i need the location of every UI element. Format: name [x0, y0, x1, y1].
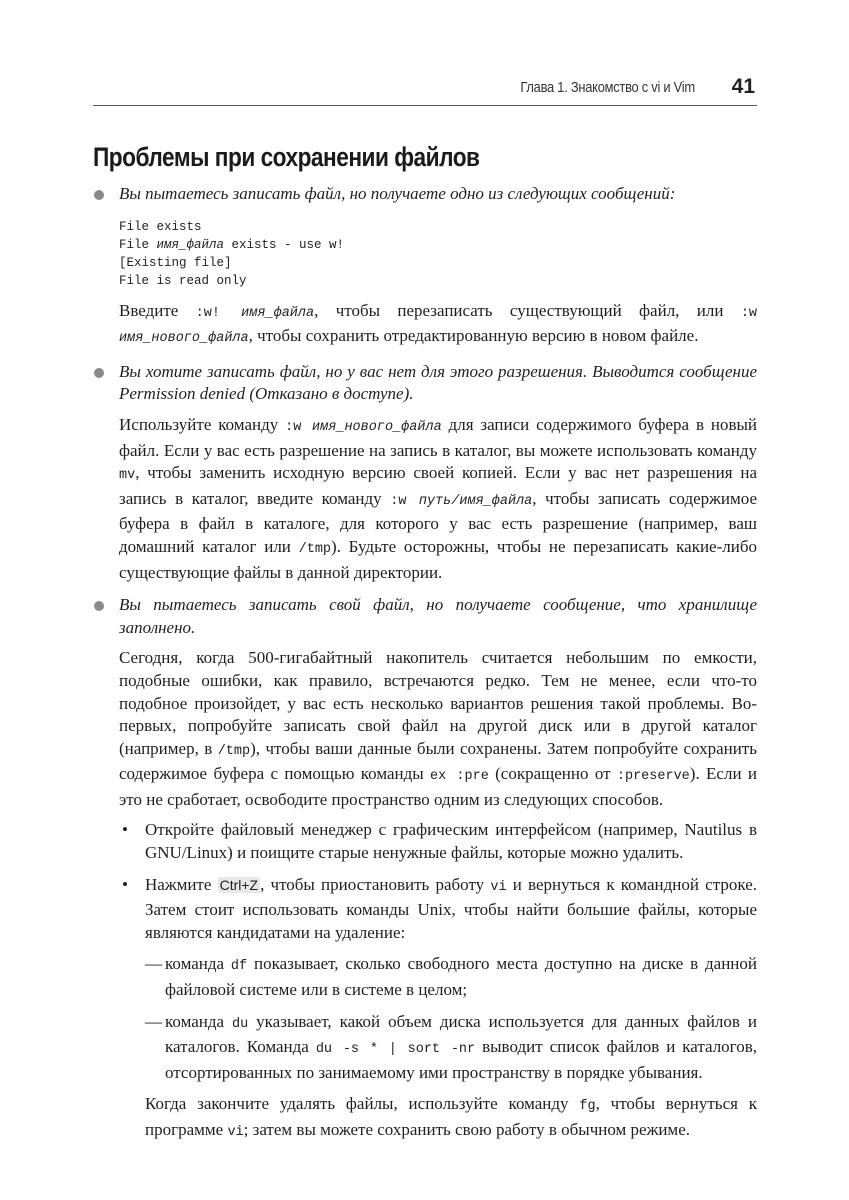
page-number: 41 [731, 75, 755, 98]
problem-item [93, 361, 757, 584]
solution-text: Введите :w! имя_файла, чтобы перезаписать существующий файл, или :w имя_нового_файла, чтобы сохранить отредактированную версию в новом файле. [119, 300, 758, 347]
running-header [93, 76, 757, 104]
solution-text: Сегодня, когда 500-гигабайтный накопитель считается небольшим по емкости, подобные ошибки, как правило, встречаются редко. Тем не менее, если что-то подобное произойдет, у вас есть несколько вариантов решения такой проблемы. Во-первых, попробуйте записать свой файл на другой диск или в другой каталог (например, в /tmp), чтобы ваши данные были сохранены. Затем попробуйте сохранить содержимое буфера с помощью команды ex :pre (сокращенно от :preserve). Если и это не сработает, освободите пространство одним из следующих способов. [119, 648, 757, 809]
dash-list-item: — команда du указывает, какой объем диска используется для данных файлов и каталогов. Команда du -s * | sort -nr выводит список файлов и каталогов, отсортированных по занимаемому ими пространству в порядке убывания. [145, 1011, 757, 1082]
sub-list [119, 819, 757, 1144]
small-bullet-icon: • [122, 874, 128, 894]
problem-lead: Вы пытаетесь записать файл, но получаете одно из следующих сообщений: [119, 184, 676, 203]
small-bullet-icon: • [122, 820, 128, 840]
code-line: File [119, 237, 157, 252]
section-title: Проблемы при сохранении файлов [93, 142, 480, 172]
code-line: exists - use w! [224, 237, 345, 252]
dash-list-item: — команда df показывает, сколько свободного места доступно на диске в данной файловой системе или в системе в целом; [145, 954, 757, 1000]
bullet-icon [94, 601, 104, 611]
content [93, 183, 757, 1145]
closing-text: Когда закончите удалять файлы, используйте команду fg, чтобы вернуться к программе vi; затем вы можете сохранить свою работу в обычном режиме. [145, 1094, 758, 1140]
keyboard-shortcut: Ctrl+Z [219, 876, 259, 893]
bullet-icon [94, 190, 104, 200]
code-line: File exists [119, 219, 202, 234]
code-line: File is read only [119, 273, 247, 288]
problem-lead: Вы хотите записать файл, но у вас нет для этого разрешения. Выводится сообщение Permission denied (Отказано в доступе). [119, 361, 757, 404]
sub-list-item: • Откройте файловый менеджер с графическим интерфейсом (например, Nautilus в GNU/Linux) и поищите старые ненужные файлы, которые можно удалить. [122, 820, 757, 863]
header-rule [93, 105, 757, 106]
code-block [119, 218, 757, 290]
sub-list-item: • Нажмите Ctrl+Z , чтобы приостановить работу vi и вернуться к командной строке. Затем стоит использовать команды Unix, чтобы найти большие файлы, которые являются кандидатами на удаление: [122, 874, 757, 942]
bullet-icon [94, 368, 104, 378]
code-line: [Existing file] [119, 255, 232, 270]
chapter-title: Глава 1. Знакомство с vi и Vim [520, 79, 695, 96]
problem-item [93, 594, 757, 1144]
dash-icon: — [145, 1011, 162, 1031]
dash-icon: — [145, 954, 162, 974]
solution-text: Используйте команду :w имя_нового_файла для записи содержимого буфера в новый файл. Если у вас есть разрешение на запись в каталог, вы можете использовать команду mv, чтобы заменить исходную версию своей копией. Если у вас нет разрешения на запись в каталог, введите команду :w путь/имя_файла, чтобы записать содержимое буфера в файл в каталоге, для которого у вас есть разрешение (например, ваш домашний каталог или /tmp). Будьте осторожны, чтобы не перезаписать какие-либо существующие файлы в данной директории. [119, 414, 758, 582]
problem-lead: Вы пытаетесь записать свой файл, но получаете сообщение, что хранилище заполнено. [119, 595, 757, 637]
problem-item [93, 183, 757, 351]
code-placeholder: имя_файла [156, 237, 225, 252]
